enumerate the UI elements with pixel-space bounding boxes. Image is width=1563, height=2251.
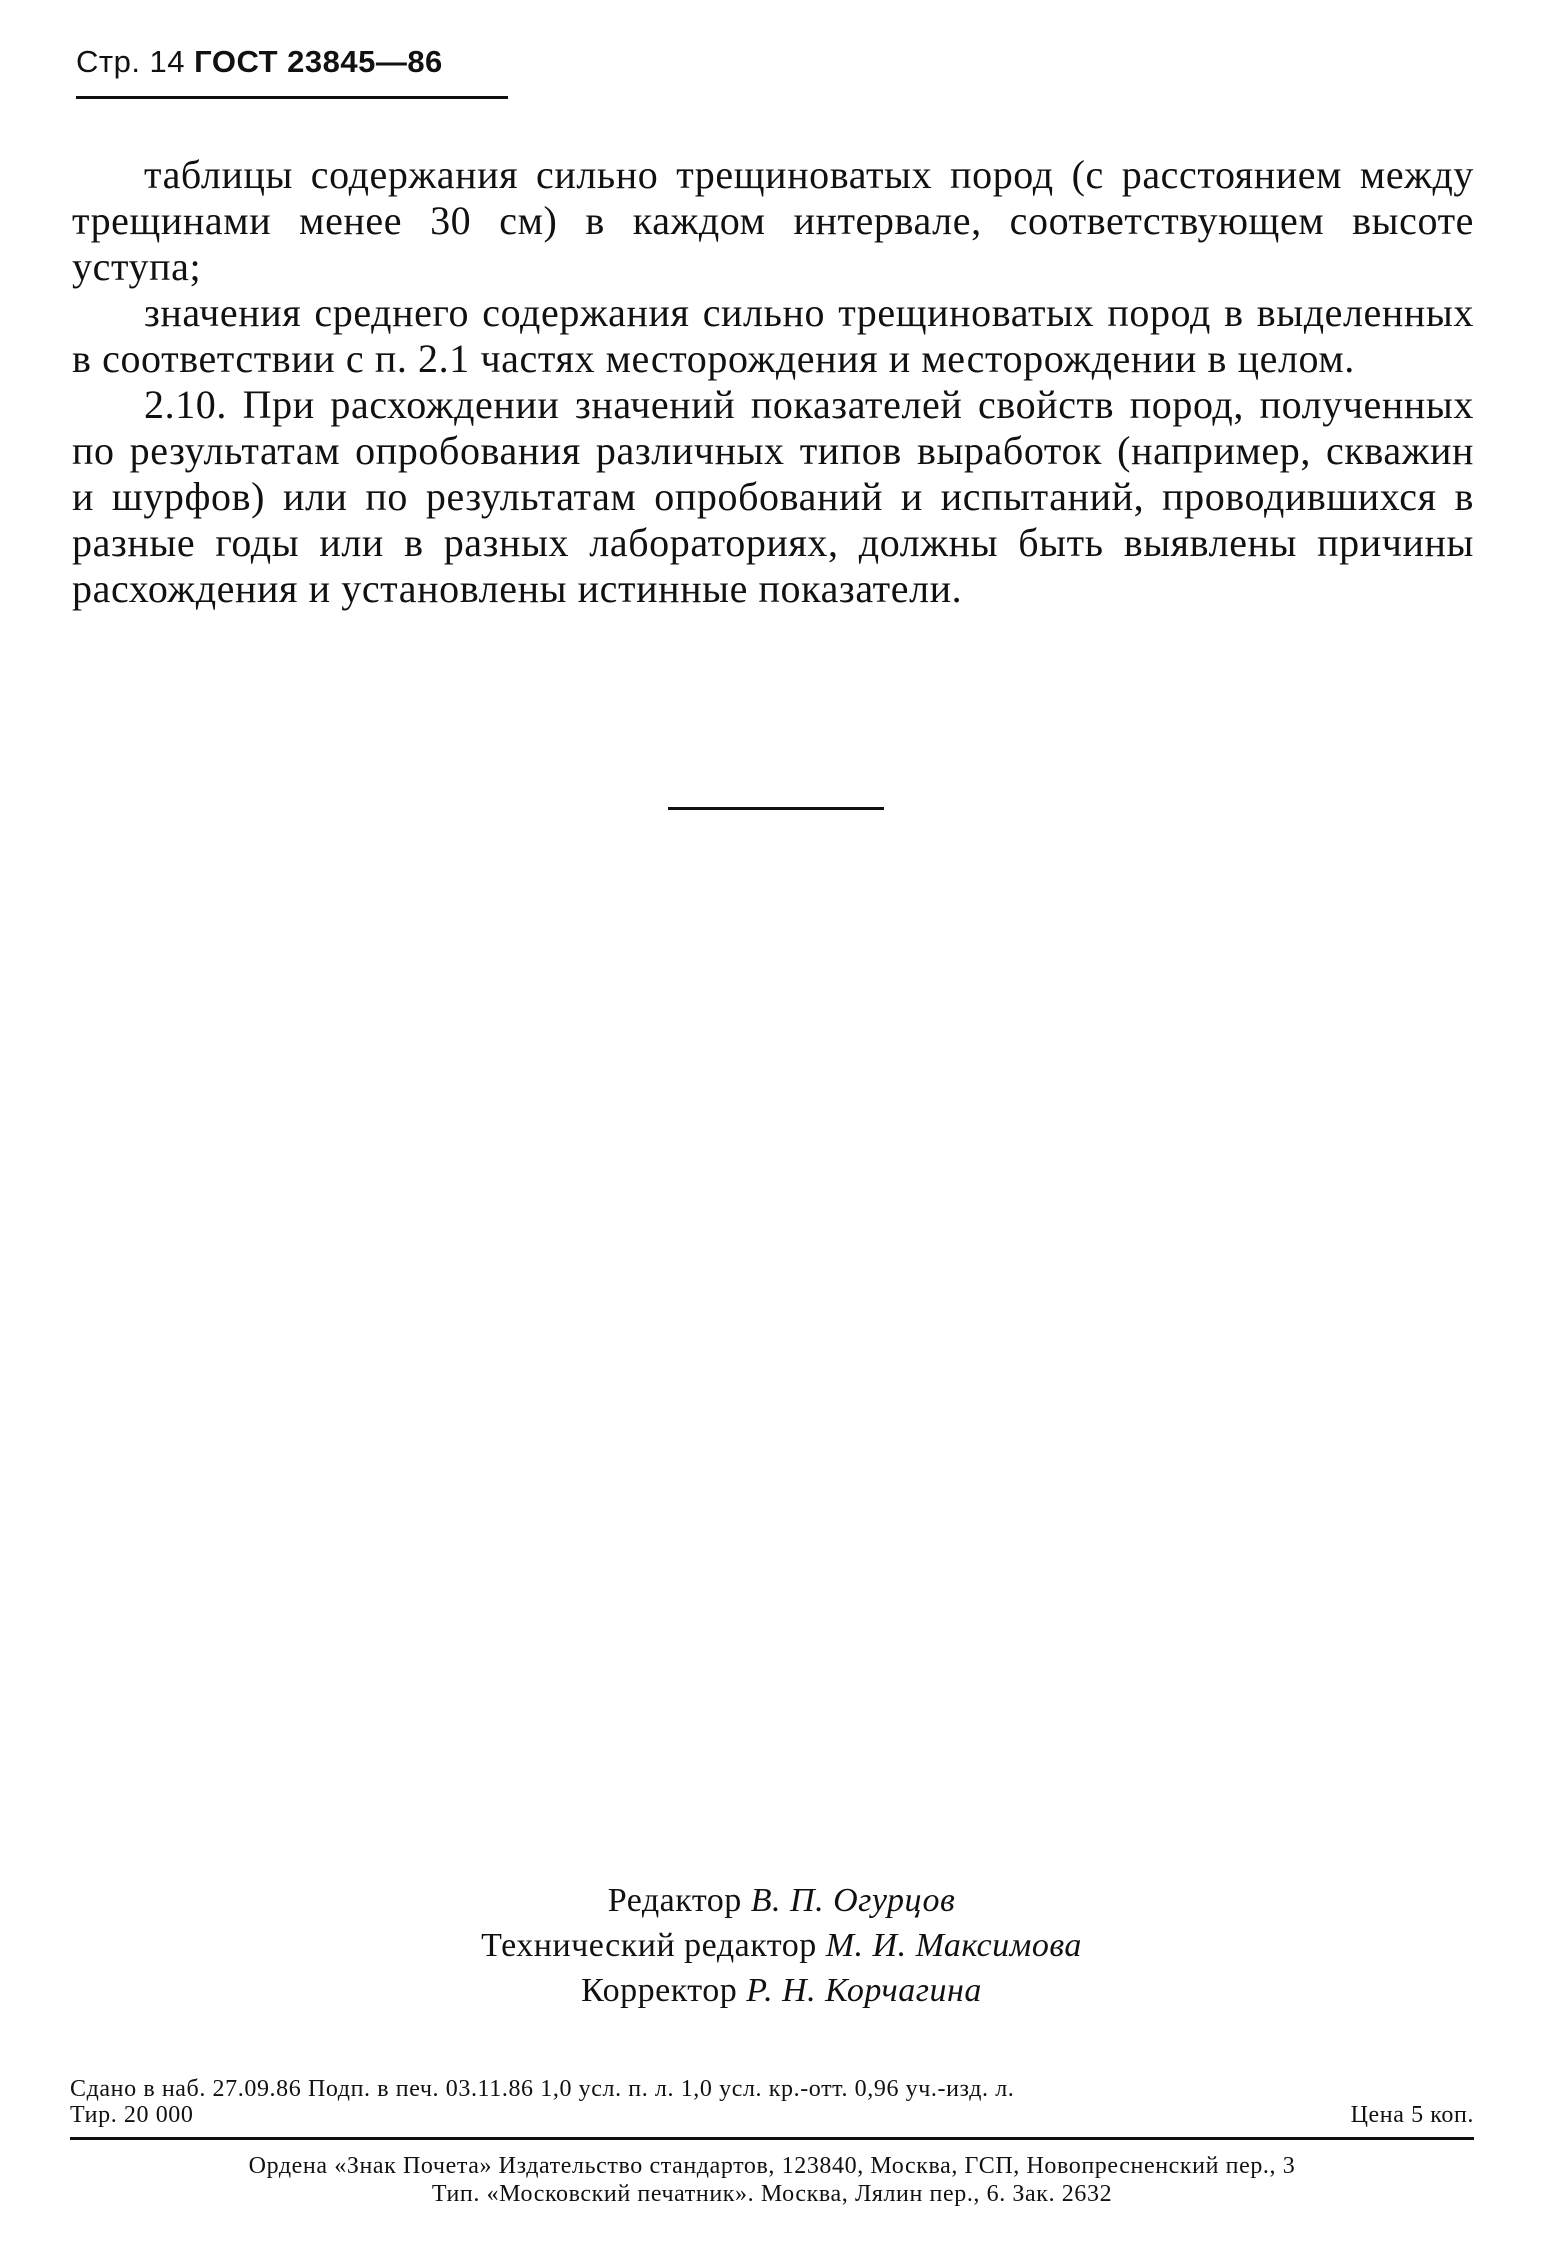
page-header bbox=[76, 44, 443, 80]
imprint-dates-row bbox=[70, 2076, 1474, 2102]
credit-name: М. И. Максимова bbox=[825, 1927, 1082, 1964]
imprint-price: Цена 5 коп. bbox=[1350, 2102, 1474, 2128]
credit-role: Редактор bbox=[607, 1882, 742, 1919]
imprint-circulation: Тир. 20 000 bbox=[70, 2102, 194, 2128]
credit-editor bbox=[0, 1878, 1563, 1923]
credit-role: Технический редактор bbox=[481, 1927, 817, 1964]
paragraph-fractured-rock-tables: таблицы содержания сильно трещиноватых пород (с расстоянием между трещинами менее 30 см) в каждом интервале, соответствующем высоте уступа; bbox=[72, 152, 1474, 289]
page-number-label: Стр. 14 bbox=[76, 44, 186, 79]
publisher-block bbox=[70, 2152, 1474, 2208]
paragraph-2-10: 2.10. При расхождении значений показателей свойств пород, полученных по результатам опробования различных типов выработок (например, скважин и шурфов) или по результатам опробований и испытаний, проводившихся в разные годы или в разных лабораториях, должны быть выявлены причины расхождения и установлены истинные показатели. bbox=[72, 382, 1474, 611]
imprint-dates: Сдано в наб. 27.09.86 Подп. в печ. 03.11.86 1,0 усл. п. л. 1,0 усл. кр.-отт. 0,96 уч.-изд. л. bbox=[70, 2076, 1015, 2102]
section-end-divider bbox=[668, 807, 884, 810]
imprint-circulation-row bbox=[70, 2102, 1474, 2128]
printer-line: Тип. «Московский печатник». Москва, Лялин пер., 6. Зак. 2632 bbox=[431, 2181, 1113, 2207]
credit-name: В. П. Огурцов bbox=[750, 1882, 956, 1919]
credit-role: Корректор bbox=[581, 1972, 738, 2009]
paragraph-average-content: значения среднего содержания сильно трещиноватых пород в выделенных в соответствии с п. 2.1 частях месторождения и месторождении в целом. bbox=[72, 290, 1474, 381]
publisher-line: Ордена «Знак Почета» Издательство стандартов, 123840, Москва, ГСП, Новопресненский пер., 3 bbox=[248, 2153, 1296, 2179]
header-divider bbox=[76, 96, 508, 99]
imprint-divider bbox=[70, 2137, 1474, 2140]
standard-designation: ГОСТ 23845—86 bbox=[194, 44, 443, 79]
credit-tech-editor bbox=[0, 1923, 1563, 1968]
credit-proofreader bbox=[0, 1968, 1563, 2013]
main-text bbox=[72, 152, 1474, 612]
credit-name: Р. Н. Корчагина bbox=[746, 1972, 982, 2009]
imprint-block bbox=[70, 2076, 1474, 2128]
credits-block bbox=[0, 1878, 1563, 2013]
